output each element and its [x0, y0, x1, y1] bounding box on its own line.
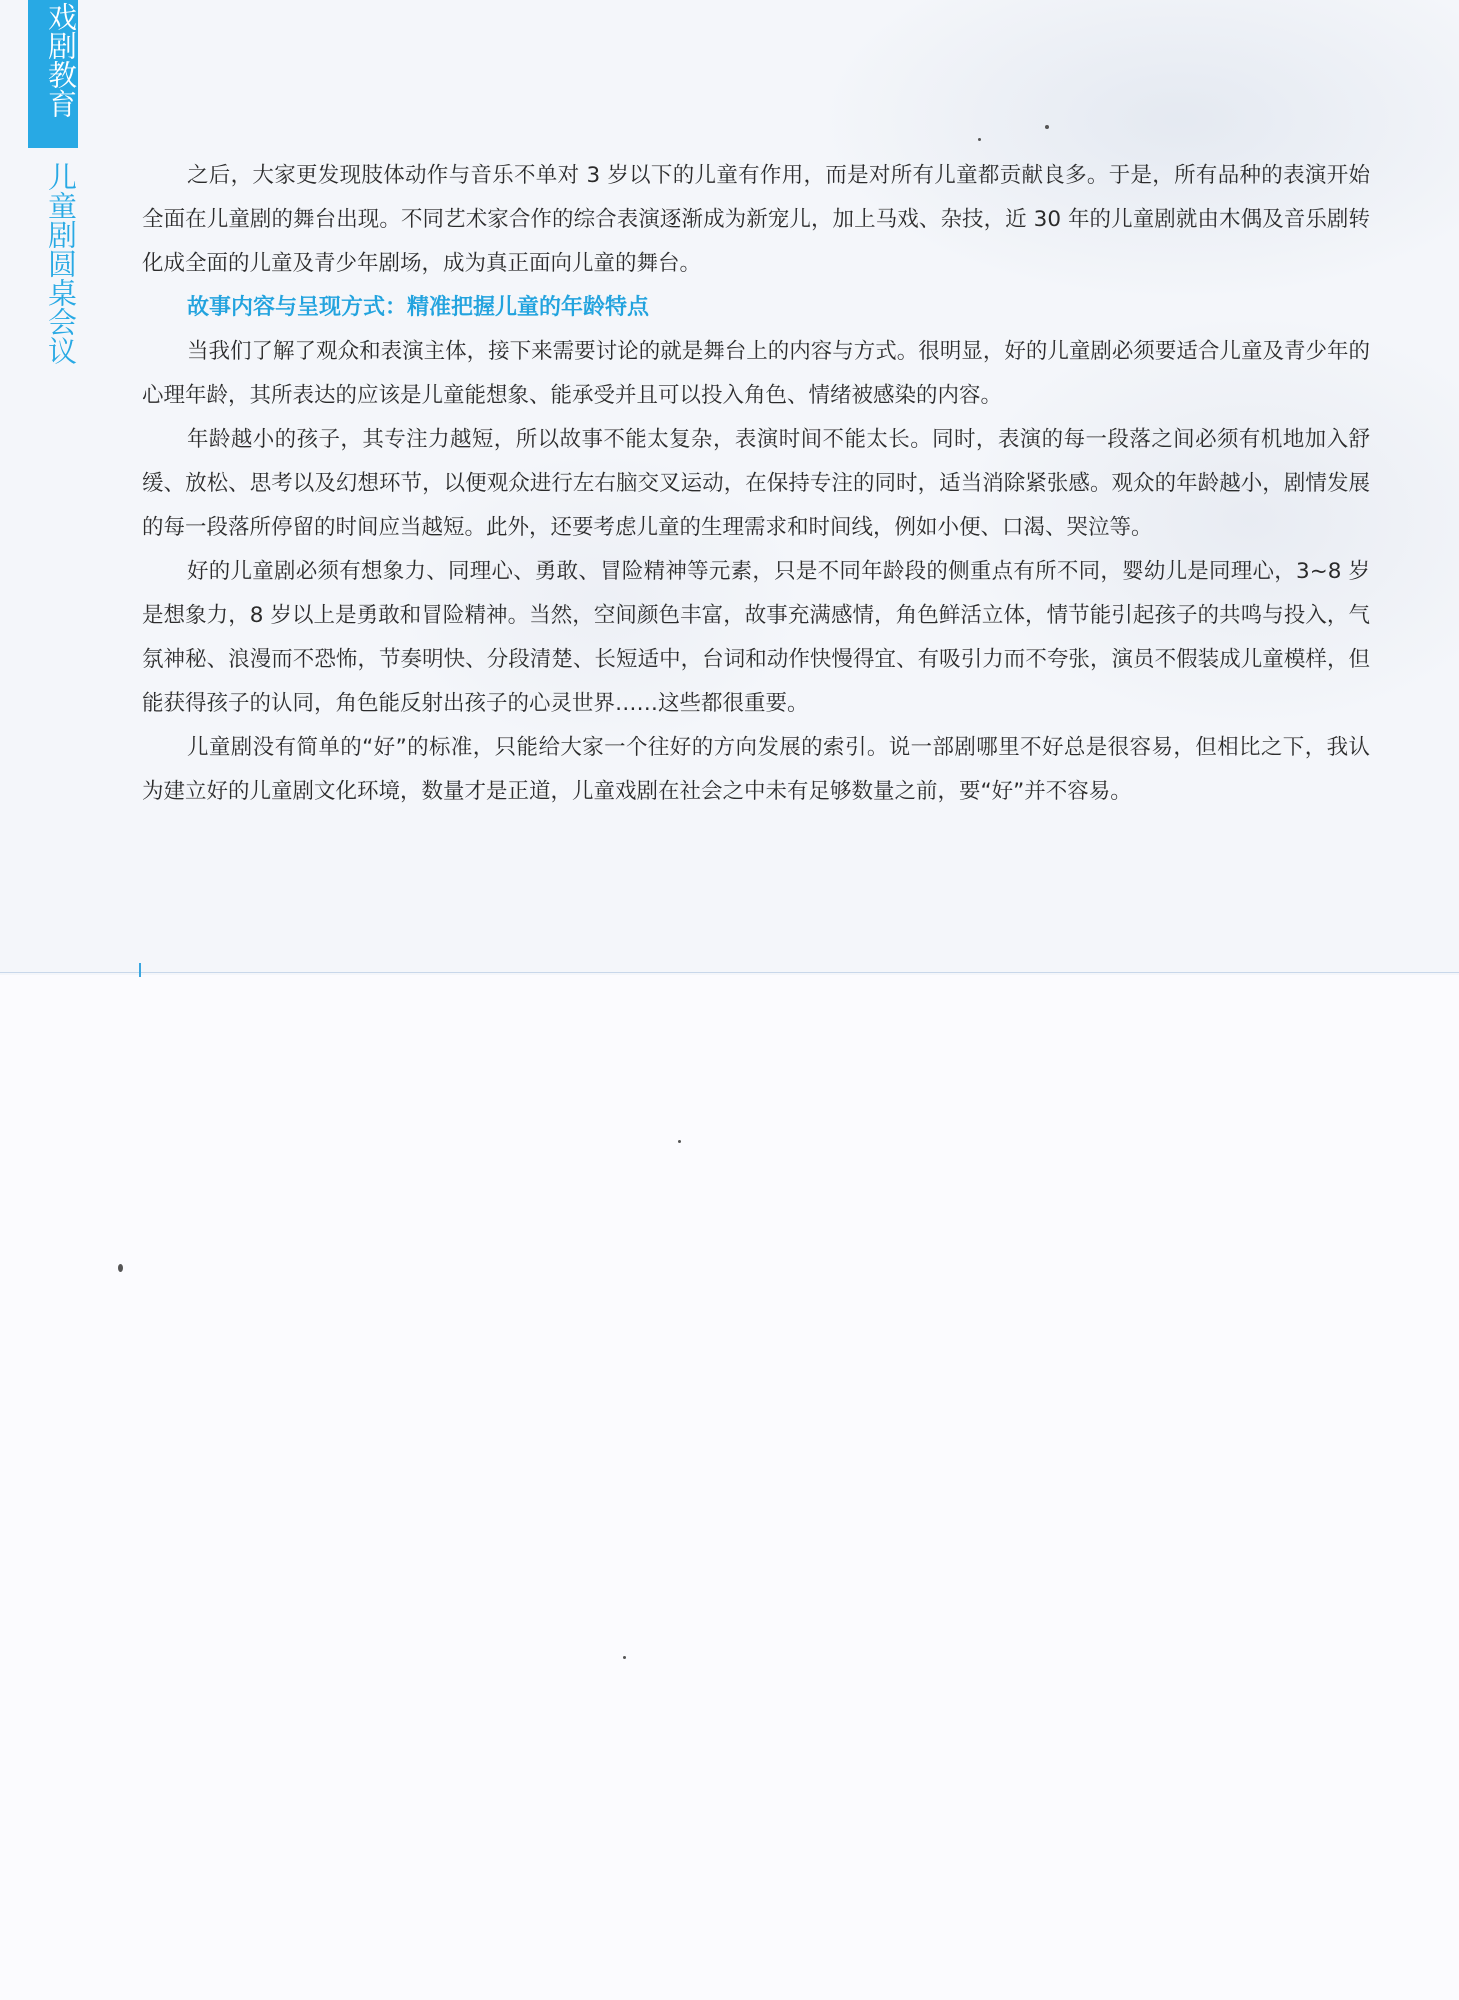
scan-fold-line	[0, 972, 1459, 973]
article-section-heading: 故事内容与呈现方式：精准把握儿童的年龄特点	[187, 295, 650, 320]
scan-fold-tick	[139, 963, 141, 977]
scan-speck	[978, 138, 981, 141]
article-paragraph: 当我们了解了观众和表演主体，接下来需要讨论的就是舞台上的内容与方式。很明显，好的儿童剧必须要适合儿童及青少年的心理年龄，其所表达的应该是儿童能想象、能承受并且可以投入角色、情绪被感染的内容。	[142, 339, 1370, 408]
article-paragraph: 年龄越小的孩子，其专注力越短，所以故事不能太复杂，表演时间不能太长。同时，表演的每一段落之间必须有机地加入舒缓、放松、思考以及幻想环节，以便观众进行左右脑交叉运动，在保持专注的同时，适当消除紧张感。观众的年龄越小，剧情发展的每一段落所停留的时间应当越短。此外，还要考虑儿童的生理需求和时间线，例如小便、口渴、哭泣等。	[142, 427, 1370, 540]
section-tab-label: 戏剧教育	[44, 2, 78, 118]
article-paragraph: 好的儿童剧必须有想象力、同理心、勇敢、冒险精神等元素，只是不同年龄段的侧重点有所不同，婴幼儿是同理心，3~8 岁是想象力，8 岁以上是勇敢和冒险精神。当然，空间颜色丰富，故事充满感情，角色鲜活立体，情节能引起孩子的共鸣与投入，气氛神秘、浪漫而不恐怖，节奏明快、分段清楚、长短适中，台词和动作快慢得宜、有吸引力而不夸张，演员不假装成儿童模样，但能获得孩子的认同，角色能反射出孩子的心灵世界……这些都很重要。	[142, 559, 1370, 716]
section-tab	[28, 0, 78, 148]
scan-speck	[623, 1656, 626, 1659]
subsection-label: 儿童剧圆桌会议	[44, 162, 78, 365]
scan-speck	[118, 1264, 123, 1272]
article-body	[142, 154, 1370, 814]
article-paragraph: 之后，大家更发现肢体动作与音乐不单对 3 岁以下的儿童有作用，而是对所有儿童都贡献良多。于是，所有品种的表演开始全面在儿童剧的舞台出现。不同艺术家合作的综合表演逐渐成为新宠儿，加上马戏、杂技，近 30 年的儿童剧就由木偶及音乐剧转化成全面的儿童及青少年剧场，成为真正面向儿童的舞台。	[142, 163, 1370, 276]
scan-speck	[678, 1140, 681, 1143]
scan-background-lower	[0, 975, 1459, 2000]
article-paragraph: 儿童剧没有简单的“好”的标准，只能给大家一个往好的方向发展的索引。说一部剧哪里不好总是很容易，但相比之下，我认为建立好的儿童剧文化环境，数量才是正道，儿童戏剧在社会之中未有足够数量之前，要“好”并不容易。	[142, 735, 1370, 804]
scan-speck	[1045, 125, 1049, 129]
